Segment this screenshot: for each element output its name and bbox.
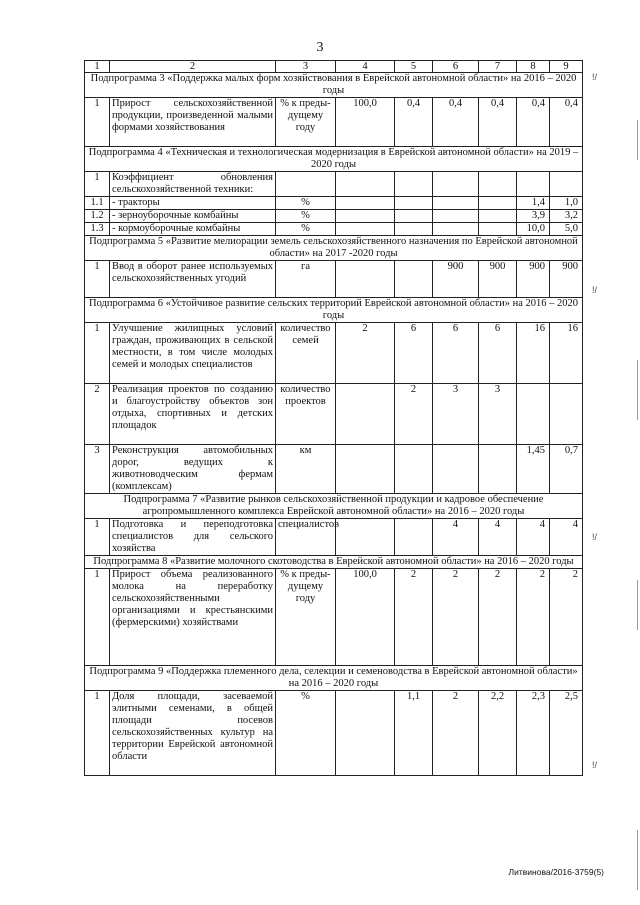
indicator-value bbox=[395, 223, 433, 236]
indicator-value: 900 bbox=[550, 261, 583, 298]
indicator-row bbox=[85, 210, 583, 223]
indicator-name: Улучшение жилищных условий граждан, проживающих в сельской местности, в том числе молодых семей и молодых специалистов bbox=[110, 323, 276, 384]
indicator-unit: % к преды-дущему году bbox=[276, 569, 336, 666]
indicator-value bbox=[433, 223, 479, 236]
indicator-name: Подготовка и переподготовка специалистов для сельского хозяйства bbox=[110, 519, 276, 556]
indicator-value bbox=[336, 172, 395, 197]
indicator-unit: км bbox=[276, 445, 336, 494]
indicator-unit: % к преды-дущему году bbox=[276, 98, 336, 147]
indicator-value bbox=[395, 172, 433, 197]
indicator-name: Прирост объема реализованного молока на переработку сельскохозяйственными организациями и крестьянскими (фермерскими) хозяйствами bbox=[110, 569, 276, 666]
indicator-value bbox=[479, 172, 517, 197]
indicator-row bbox=[85, 519, 583, 556]
indicator-value: 0,4 bbox=[395, 98, 433, 147]
indicator-value bbox=[517, 384, 550, 445]
indicator-value bbox=[336, 261, 395, 298]
indicator-value: 1,4 bbox=[517, 197, 550, 210]
indicators-table bbox=[84, 60, 583, 776]
subprogram-title: Подпрограмма 3 «Поддержка малых форм хозяйствования в Еврейской автономной области» на 2016 – 2020 годы bbox=[85, 73, 583, 98]
column-number-cell: 7 bbox=[479, 61, 517, 73]
subprogram-title-row bbox=[85, 236, 583, 261]
indicator-name: Доля площади, засеваемой элитными семенами, в общей площади посевов сельскохозяйственных культур на территории Еврейской автономной области bbox=[110, 691, 276, 776]
indicator-value: 4 bbox=[433, 519, 479, 556]
indicator-value bbox=[395, 261, 433, 298]
indicator-value: 2 bbox=[336, 323, 395, 384]
indicator-value: 3 bbox=[479, 384, 517, 445]
indicator-value: 6 bbox=[395, 323, 433, 384]
indicator-value bbox=[479, 223, 517, 236]
indicator-value bbox=[395, 519, 433, 556]
subprogram-title-row bbox=[85, 73, 583, 98]
indicator-unit: специалистов bbox=[276, 519, 336, 556]
indicator-value: 10,0 bbox=[517, 223, 550, 236]
indicator-value: 0,7 bbox=[550, 445, 583, 494]
indicator-name: - зерноуборочные комбайны bbox=[110, 210, 276, 223]
indicator-value: 2 bbox=[433, 569, 479, 666]
indicator-value: 2,2 bbox=[479, 691, 517, 776]
indicator-value: 0,4 bbox=[517, 98, 550, 147]
indicator-row bbox=[85, 384, 583, 445]
indicator-unit: % bbox=[276, 691, 336, 776]
document-footer-code: Литвинова/2016-3759(5) bbox=[508, 867, 604, 877]
indicator-number: 2 bbox=[85, 384, 110, 445]
indicator-row bbox=[85, 323, 583, 384]
indicator-value: 1,0 bbox=[550, 197, 583, 210]
indicator-value bbox=[336, 519, 395, 556]
indicator-value bbox=[336, 197, 395, 210]
subprogram-title-row bbox=[85, 556, 583, 569]
indicator-value bbox=[395, 210, 433, 223]
indicator-name: Реконструкция автомобильных дорог, ведущих к животноводческим фермам (комплексам) bbox=[110, 445, 276, 494]
indicator-value: 6 bbox=[479, 323, 517, 384]
indicator-row bbox=[85, 261, 583, 298]
subprogram-title: Подпрограмма 8 «Развитие молочного скотоводства в Еврейской автономной области» на 2016 – 2020 годы bbox=[85, 556, 583, 569]
indicator-value: 3,2 bbox=[550, 210, 583, 223]
scan-tick: !/ bbox=[592, 532, 598, 542]
indicator-number: 1.3 bbox=[85, 223, 110, 236]
indicator-value: 6 bbox=[433, 323, 479, 384]
indicator-value: 0,4 bbox=[433, 98, 479, 147]
column-number-row bbox=[85, 61, 583, 73]
indicator-unit: % bbox=[276, 197, 336, 210]
indicator-row bbox=[85, 445, 583, 494]
indicator-value: 2 bbox=[395, 569, 433, 666]
indicator-unit bbox=[276, 172, 336, 197]
indicator-unit: количество семей bbox=[276, 323, 336, 384]
indicator-value bbox=[433, 445, 479, 494]
scan-tick: !/ bbox=[592, 285, 598, 295]
indicator-number: 1 bbox=[85, 519, 110, 556]
indicator-value: 3 bbox=[433, 384, 479, 445]
indicator-value: 0,4 bbox=[479, 98, 517, 147]
scan-tick: !/ bbox=[592, 72, 598, 82]
indicator-value: 16 bbox=[550, 323, 583, 384]
subprogram-title: Подпрограмма 7 «Развитие рынков сельскохозяйственной продукции и кадровое обеспечение агропромышленного комплекса Еврейской автономной области» на 2016 – 2020 годы bbox=[85, 494, 583, 519]
indicator-value bbox=[433, 172, 479, 197]
indicator-name: - тракторы bbox=[110, 197, 276, 210]
indicator-number: 1 bbox=[85, 691, 110, 776]
indicator-value: 3,9 bbox=[517, 210, 550, 223]
indicator-value: 900 bbox=[479, 261, 517, 298]
indicator-value bbox=[433, 197, 479, 210]
indicator-unit: % bbox=[276, 210, 336, 223]
indicator-number: 1 bbox=[85, 261, 110, 298]
subprogram-title: Подпрограмма 6 «Устойчивое развитие сельских территорий Еврейской автономной области» на 2016 – 2020 годы bbox=[85, 298, 583, 323]
indicator-value bbox=[517, 172, 550, 197]
column-number-cell: 3 bbox=[276, 61, 336, 73]
indicator-row bbox=[85, 569, 583, 666]
subprogram-title-row bbox=[85, 494, 583, 519]
indicator-value: 0,4 bbox=[550, 98, 583, 147]
indicator-unit: га bbox=[276, 261, 336, 298]
indicator-row bbox=[85, 197, 583, 210]
indicator-number: 1.1 bbox=[85, 197, 110, 210]
subprogram-title-row bbox=[85, 147, 583, 172]
subprogram-title-row bbox=[85, 666, 583, 691]
indicator-value: 2 bbox=[550, 569, 583, 666]
indicator-value bbox=[550, 172, 583, 197]
indicator-value: 2 bbox=[517, 569, 550, 666]
column-number-cell: 2 bbox=[110, 61, 276, 73]
indicator-value: 2,3 bbox=[517, 691, 550, 776]
indicator-value: 2,5 bbox=[550, 691, 583, 776]
indicator-value: 16 bbox=[517, 323, 550, 384]
indicator-value: 100,0 bbox=[336, 569, 395, 666]
indicator-value bbox=[433, 210, 479, 223]
indicator-value: 1,45 bbox=[517, 445, 550, 494]
column-number-cell: 9 bbox=[550, 61, 583, 73]
indicator-value bbox=[336, 223, 395, 236]
indicator-number: 1 bbox=[85, 323, 110, 384]
indicator-row bbox=[85, 223, 583, 236]
indicator-value: 900 bbox=[433, 261, 479, 298]
column-number-cell: 1 bbox=[85, 61, 110, 73]
scan-edge bbox=[630, 0, 640, 905]
indicator-value: 1,1 bbox=[395, 691, 433, 776]
indicator-value bbox=[479, 210, 517, 223]
indicator-number: 3 bbox=[85, 445, 110, 494]
indicator-value bbox=[336, 691, 395, 776]
indicator-value bbox=[336, 210, 395, 223]
indicator-value bbox=[395, 445, 433, 494]
indicator-number: 1 bbox=[85, 569, 110, 666]
indicator-row bbox=[85, 691, 583, 776]
subprogram-title: Подпрограмма 5 «Развитие мелиорации земель сельскохозяйственного назначения по Еврейской автономной области» на 2017 -2020 годы bbox=[85, 236, 583, 261]
indicator-value: 4 bbox=[517, 519, 550, 556]
indicator-name: Коэффициент обновления сельскохозяйственной техники: bbox=[110, 172, 276, 197]
subprogram-title: Подпрограмма 4 «Техническая и технологическая модернизация в Еврейской автономной области» на 2019 – 2020 годы bbox=[85, 147, 583, 172]
indicator-value: 2 bbox=[433, 691, 479, 776]
indicator-value bbox=[479, 445, 517, 494]
indicator-name: Реализация проектов по созданию и благоустройству объектов зон отдыха, спортивных и детских площадок bbox=[110, 384, 276, 445]
indicator-row bbox=[85, 172, 583, 197]
indicator-name: Прирост сельскохозяйственной продукции, произведенной малыми формами хозяйствования bbox=[110, 98, 276, 147]
indicator-value bbox=[550, 384, 583, 445]
indicator-value bbox=[479, 197, 517, 210]
indicator-value: 5,0 bbox=[550, 223, 583, 236]
indicator-row bbox=[85, 98, 583, 147]
indicator-number: 1 bbox=[85, 98, 110, 147]
indicator-value bbox=[336, 384, 395, 445]
indicator-value bbox=[395, 197, 433, 210]
column-number-cell: 6 bbox=[433, 61, 479, 73]
indicator-value: 4 bbox=[550, 519, 583, 556]
column-number-cell: 5 bbox=[395, 61, 433, 73]
indicator-value: 900 bbox=[517, 261, 550, 298]
indicator-name: Ввод в оборот ранее используемых сельскохозяйственных угодий bbox=[110, 261, 276, 298]
page-number: 3 bbox=[316, 40, 324, 55]
subprogram-title: Подпрограмма 9 «Поддержка племенного дела, селекции и семеноводства в Еврейской автономной области» на 2016 – 2020 годы bbox=[85, 666, 583, 691]
indicator-value: 2 bbox=[479, 569, 517, 666]
indicator-number: 1.2 bbox=[85, 210, 110, 223]
column-number-cell: 4 bbox=[336, 61, 395, 73]
subprogram-title-row bbox=[85, 298, 583, 323]
indicator-value: 2 bbox=[395, 384, 433, 445]
indicator-value bbox=[336, 445, 395, 494]
indicator-value: 100,0 bbox=[336, 98, 395, 147]
indicator-number: 1 bbox=[85, 172, 110, 197]
indicator-unit: количество проектов bbox=[276, 384, 336, 445]
indicator-value: 4 bbox=[479, 519, 517, 556]
indicator-name: - кормоуборочные комбайны bbox=[110, 223, 276, 236]
scan-tick: !/ bbox=[592, 760, 598, 770]
column-number-cell: 8 bbox=[517, 61, 550, 73]
indicator-unit: % bbox=[276, 223, 336, 236]
